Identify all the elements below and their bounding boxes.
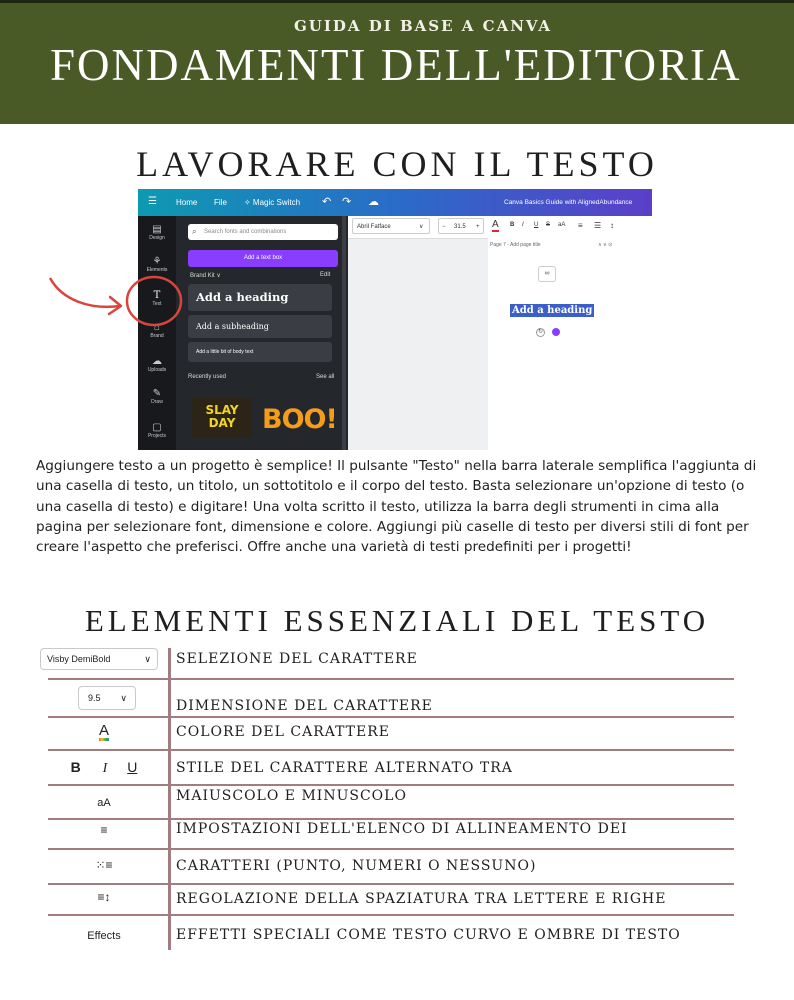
font-style-sample xyxy=(40,759,168,777)
see-all-link[interactable]: See all xyxy=(316,374,335,380)
table-rule xyxy=(48,914,734,916)
list-icon: ⁙≡ xyxy=(95,858,113,872)
spacing-icon: ≡↕ xyxy=(97,890,111,904)
rail-item-design[interactable]: ▤ Design xyxy=(138,224,176,241)
label-font-style: STILE DEL CARATTERE ALTERNATO TRA xyxy=(176,760,513,776)
rail-item-projects[interactable]: ▢ Projects xyxy=(138,422,176,439)
font-family-caret-icon: ∨ xyxy=(419,224,424,230)
align-sample xyxy=(40,823,168,837)
canva-screenshot xyxy=(138,189,652,450)
spacing-icon[interactable]: ↕ xyxy=(610,221,614,230)
slay-day-template[interactable]: SLAY DAY xyxy=(192,398,252,438)
effects-button-sample[interactable]: Effects xyxy=(87,930,121,942)
rail-item-brand[interactable]: ⌂ Brand xyxy=(138,322,176,339)
boo-template[interactable]: BOO! xyxy=(262,404,337,435)
rail-item-uploads[interactable]: ☁ Uploads xyxy=(138,356,176,373)
add-heading-option[interactable]: Add a heading xyxy=(188,284,332,311)
section-title-text-essentials: ELEMENTI ESSENZIALI DEL TESTO xyxy=(84,603,710,638)
uploads-icon: ☁ xyxy=(152,356,162,367)
table-rule xyxy=(48,784,734,786)
topbar-home[interactable]: Home xyxy=(176,198,198,207)
list-sample xyxy=(40,858,168,872)
size-minus-icon[interactable]: − xyxy=(442,224,446,230)
purple-handle[interactable] xyxy=(552,328,560,336)
case-icon[interactable]: aA xyxy=(558,222,566,228)
document-title[interactable]: Canva Basics Guide with AlignedAbundance xyxy=(504,199,633,206)
cloud-icon: ☁ xyxy=(368,196,379,208)
rail-item-draw[interactable]: ✎ Draw xyxy=(138,388,176,405)
table-rule xyxy=(48,848,734,850)
bold-icon[interactable]: B xyxy=(510,222,515,228)
font-color-sample xyxy=(40,722,168,741)
text-color-icon[interactable]: A xyxy=(492,219,499,230)
brand-kit-edit-link[interactable]: Edit xyxy=(320,272,331,278)
rail-item-elements[interactable]: ⚘ Elements xyxy=(138,256,176,273)
projects-icon: ▢ xyxy=(152,422,162,433)
chevron-down-icon: ∨ xyxy=(120,693,127,703)
canvas-area xyxy=(348,216,652,450)
link-icon[interactable]: ∞ xyxy=(538,266,556,282)
font-color-icon: A xyxy=(98,722,109,739)
label-alignment: IMPOSTAZIONI DELL'ELENCO DI ALLINEAMENTO DEI xyxy=(176,821,628,837)
elements-icon: ⚘ xyxy=(152,256,162,267)
chevron-down-icon: ∨ xyxy=(144,654,151,664)
add-subheading-option[interactable]: Add a subheading xyxy=(188,315,332,338)
font-size-control[interactable] xyxy=(438,218,484,234)
page-title-field[interactable]: Page 7 - Add page title xyxy=(490,242,541,248)
search-icon: ⌕ xyxy=(192,227,197,236)
table-rule xyxy=(48,818,734,820)
align-icon[interactable]: ≡ xyxy=(578,221,583,230)
bold-icon: B xyxy=(70,759,81,775)
italic-icon[interactable]: I xyxy=(522,222,524,228)
table-rule xyxy=(48,749,734,751)
table-rule xyxy=(48,716,734,718)
canva-topbar xyxy=(138,189,652,216)
panel-scrollbar[interactable] xyxy=(342,216,346,450)
header-subtitle: GUIDA DI BASE A CANVA xyxy=(293,17,553,35)
italic-icon: I xyxy=(102,761,108,776)
canva-side-rail xyxy=(138,216,176,450)
label-case: MAIUSCOLO E MINUSCOLO xyxy=(176,788,407,804)
label-list-style: CARATTERI (PUNTO, NUMERI O NESSUNO) xyxy=(176,858,537,874)
text-panel xyxy=(176,216,348,450)
design-page xyxy=(488,238,652,450)
font-family-dropdown[interactable]: Abril Fatface ∨ xyxy=(352,218,430,234)
label-spacing: REGOLAZIONE DELLA SPAZIATURA TRA LETTERE E RIGHE xyxy=(176,891,667,907)
selected-heading-text[interactable]: Add a heading xyxy=(512,305,593,316)
label-font-color: COLORE DEL CARATTERE xyxy=(176,724,390,740)
rotate-icon[interactable]: ↻ xyxy=(537,329,544,335)
header-banner xyxy=(0,0,794,124)
intro-paragraph: Aggiungere testo a un progetto è semplice! Il pulsante "Testo" nella barra laterale semplifica l'aggiunta di una casella di testo, un titolo, un sottotitolo e il corpo del testo. Basta selezionare un'opzione di testo (o una casella di testo) e digitare! Una volta scritto il testo, utilizza la barra degli strumenti in cima alla pagina per selezionare font, dimensione e colore. Aggiungi più caselle di testo per diversi stili di font per creare l'aspetto che preferisci. Offre anche una varietà di testi predefiniti per i progetti! xyxy=(36,458,757,556)
case-icon: aA xyxy=(97,797,111,809)
label-effects: EFFETTI SPECIALI COME TESTO CURVO E OMBRE DI TESTO xyxy=(176,927,681,943)
add-body-text-option[interactable]: Add a little bit of body text xyxy=(188,342,332,362)
font-size-value[interactable]: 31.5 xyxy=(454,224,466,230)
strikethrough-icon[interactable]: S xyxy=(546,222,551,228)
list-icon[interactable]: ☰ xyxy=(594,221,602,230)
table-rule xyxy=(48,883,734,885)
case-sample xyxy=(40,797,168,809)
section-title-working-with-text: LAVORARE CON IL TESTO xyxy=(136,144,658,184)
label-font-selection: SELEZIONE DEL CARATTERE xyxy=(176,651,418,667)
table-rule xyxy=(48,678,734,680)
topbar-file[interactable]: File xyxy=(214,198,227,207)
label-font-size: DIMENSIONE DEL CARATTERE xyxy=(176,698,433,714)
header-title: FONDAMENTI DELL'EDITORIA xyxy=(50,40,742,90)
text-icon: T xyxy=(153,290,161,301)
recently-used-label: Recently used xyxy=(188,374,227,380)
font-family-sample-dropdown[interactable]: Visby DemiBold ∨ xyxy=(40,648,158,670)
underline-icon: U xyxy=(127,759,138,775)
table-divider xyxy=(168,648,171,950)
spacing-sample xyxy=(40,890,168,904)
brand-icon: ⌂ xyxy=(153,322,161,333)
text-toolbar xyxy=(348,216,652,239)
font-search-input[interactable]: ⌕ Search fonts and combinations xyxy=(188,224,338,240)
underline-icon[interactable]: U xyxy=(534,222,539,228)
draw-icon: ✎ xyxy=(152,388,162,399)
size-plus-icon[interactable]: + xyxy=(476,224,480,230)
brand-kit-dropdown[interactable]: Brand Kit ∨ xyxy=(190,273,221,279)
redo-icon[interactable]: ↷ xyxy=(342,196,352,208)
design-icon: ▤ xyxy=(152,224,162,235)
page-controls[interactable]: ∧ ∨ ⊙ xyxy=(598,242,613,248)
font-size-sample-dropdown[interactable]: 9.5 ∨ xyxy=(78,686,136,710)
align-icon: ≡ xyxy=(100,823,108,837)
add-text-box-button[interactable]: Add a text box xyxy=(188,250,338,267)
topbar-magic-switch[interactable]: ✧ Magic Switch xyxy=(244,198,301,207)
menu-icon[interactable]: ☰ xyxy=(148,196,157,207)
rail-item-text[interactable]: T Text xyxy=(138,290,176,307)
undo-icon[interactable]: ↶ xyxy=(322,196,332,208)
